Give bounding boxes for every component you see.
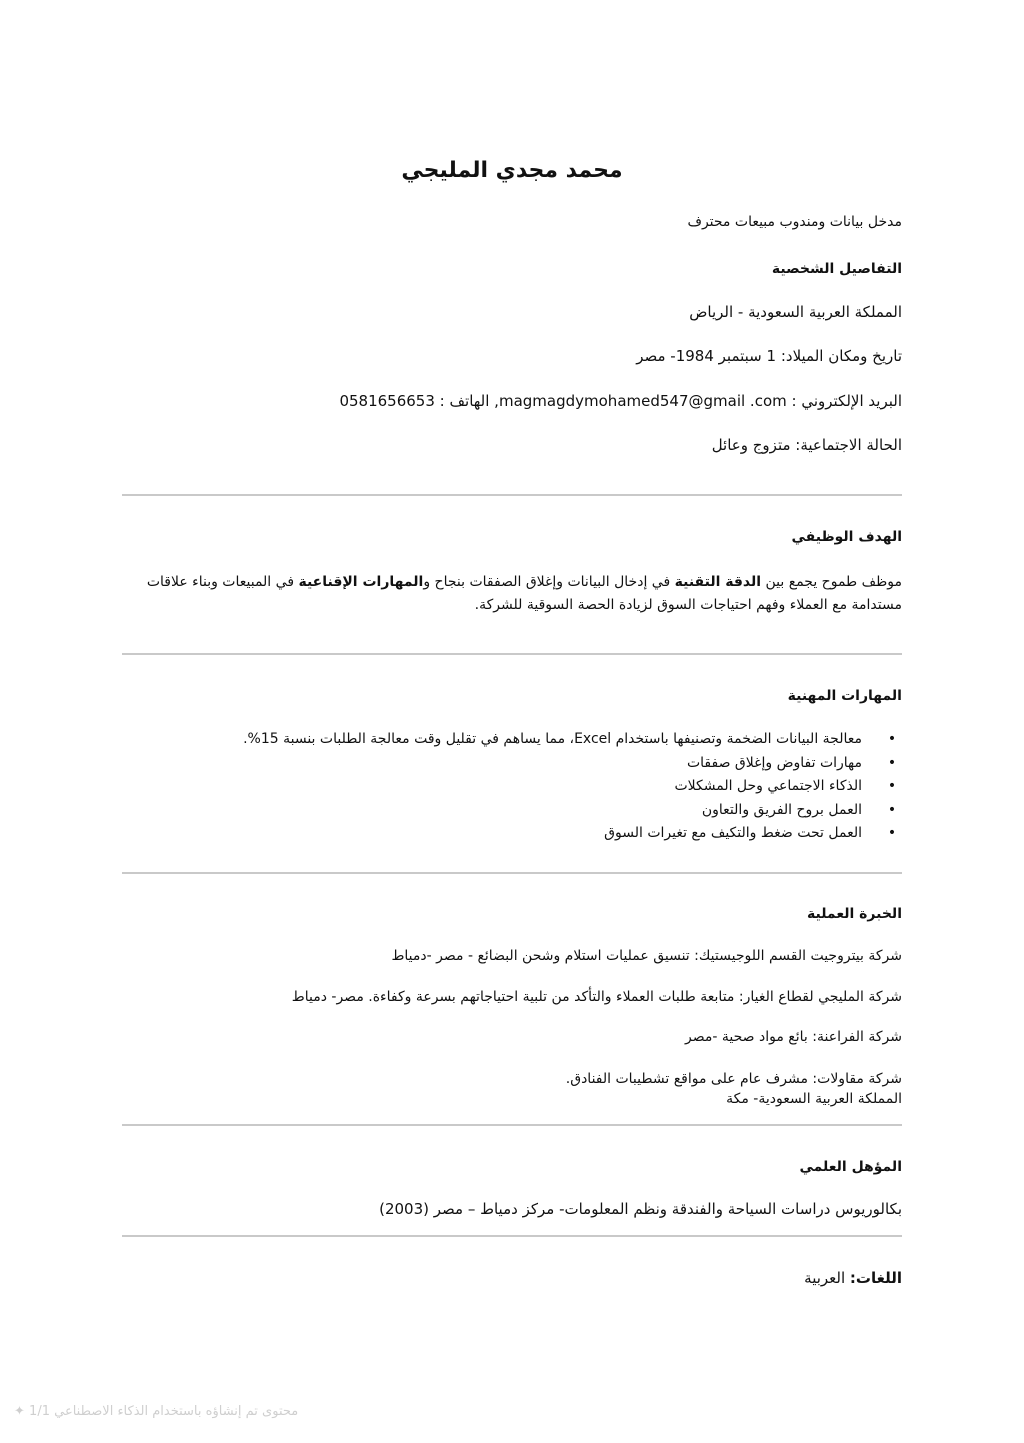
phone-label: , الهاتف : xyxy=(439,392,499,410)
objective-heading: الهدف الوظيفي xyxy=(791,529,902,545)
experience-item: شركة المليجي لقطاع الغيار: متابعة طلبات العملاء والتأكد من تلبية احتياجاتهم بسرعة وكفاءة. مصر- دمياط xyxy=(291,989,902,1005)
page-number: 1/1 xyxy=(29,1404,50,1419)
experience-item: شركة مقاولات: مشرف عام على مواقع تشطيبات الفنادق. xyxy=(565,1071,902,1087)
candidate-name: محمد مجدي المليجي xyxy=(401,158,623,183)
bullet-icon: • xyxy=(887,801,897,818)
list-item xyxy=(243,728,897,752)
email-address[interactable]: magmagdymohamed547@gmail .com xyxy=(498,392,787,410)
objective-text-2: في إدخال البيانات وإغلاق الصفقات بنجاح و xyxy=(423,574,675,590)
objective-bold-2: المهارات الإقناعية xyxy=(298,574,424,590)
section-divider xyxy=(122,653,902,655)
bullet-icon: • xyxy=(887,754,897,771)
objective-text-1: موظف طموح يجمع بين xyxy=(761,574,902,590)
bullet-icon: • xyxy=(887,778,897,794)
list-item xyxy=(243,752,897,776)
bullet-icon: • xyxy=(887,731,897,747)
skill-text: العمل تحت ضغط والتكيف مع تغيرات السوق xyxy=(604,825,862,841)
skill-text: معالجة البيانات الضخمة وتصنيفها باستخدام Excel، مما يساهم في تقليل وقت معالجة الطلبات بنسبة 15%. xyxy=(243,731,862,747)
objective-paragraph xyxy=(142,571,902,617)
email-label: البريد الإلكتروني : xyxy=(791,392,902,410)
education-item: بكالوريوس دراسات السياحة والفندقة ونظم المعلومات- مركز دمياط – مصر (2003) xyxy=(379,1200,902,1218)
objective-bold-1: الدقة التقنية xyxy=(674,574,762,590)
section-divider xyxy=(122,1235,902,1237)
list-item xyxy=(243,822,897,846)
contact-line xyxy=(339,391,902,411)
languages-line xyxy=(804,1268,902,1288)
birth-text: تاريخ ومكان الميلاد: 1 سبتمبر 1984- مصر xyxy=(636,347,902,365)
education-heading: المؤهل العلمي xyxy=(799,1159,902,1175)
objective-text-3: في المبيعات وبناء علاقات مستدامة مع العملاء وفهم احتياجات السوق لزيادة الحصة السوقية للشركة. xyxy=(146,574,902,613)
location-text: المملكة العربية السعودية - الرياض xyxy=(689,303,902,321)
skill-text: الذكاء الاجتماعي وحل المشكلات xyxy=(674,778,862,794)
languages-value: العربية xyxy=(804,1269,850,1287)
list-item xyxy=(243,799,897,823)
bullet-icon: • xyxy=(887,825,897,841)
skills-heading: المهارات المهنية xyxy=(787,688,902,704)
experience-item: المملكة العربية السعودية- مكة xyxy=(726,1091,902,1107)
job-title: مدخل بيانات ومندوب مبيعات محترف xyxy=(687,214,902,230)
skill-text: العمل بروح الفريق والتعاون xyxy=(701,801,862,818)
experience-item: شركة الفراعنة: بائع مواد صحية -مصر xyxy=(685,1029,902,1045)
experience-heading: الخبرة العملية xyxy=(807,906,902,922)
phone-number[interactable]: 0581656653 xyxy=(339,392,435,410)
footer xyxy=(14,1404,298,1419)
skill-text: مهارات تفاوض وإغلاق صفقات xyxy=(686,754,862,771)
personal-heading: التفاصيل الشخصية xyxy=(771,261,902,277)
marital-text: الحالة الاجتماعية: متزوج وعائل xyxy=(711,436,902,454)
section-divider xyxy=(122,494,902,496)
languages-label: اللغات: xyxy=(849,1269,902,1287)
section-divider xyxy=(122,872,902,874)
ai-watermark: محتوى تم إنشاؤه باستخدام الذكاء الاصطناعي xyxy=(54,1404,299,1419)
sparkle-icon: ✦ xyxy=(14,1404,25,1419)
list-item xyxy=(243,775,897,799)
skills-list xyxy=(243,728,902,846)
experience-item: شركة بيتروجيت القسم اللوجيستيك: تنسيق عمليات استلام وشحن البضائع - مصر -دمياط xyxy=(391,948,902,964)
section-divider xyxy=(122,1124,902,1126)
